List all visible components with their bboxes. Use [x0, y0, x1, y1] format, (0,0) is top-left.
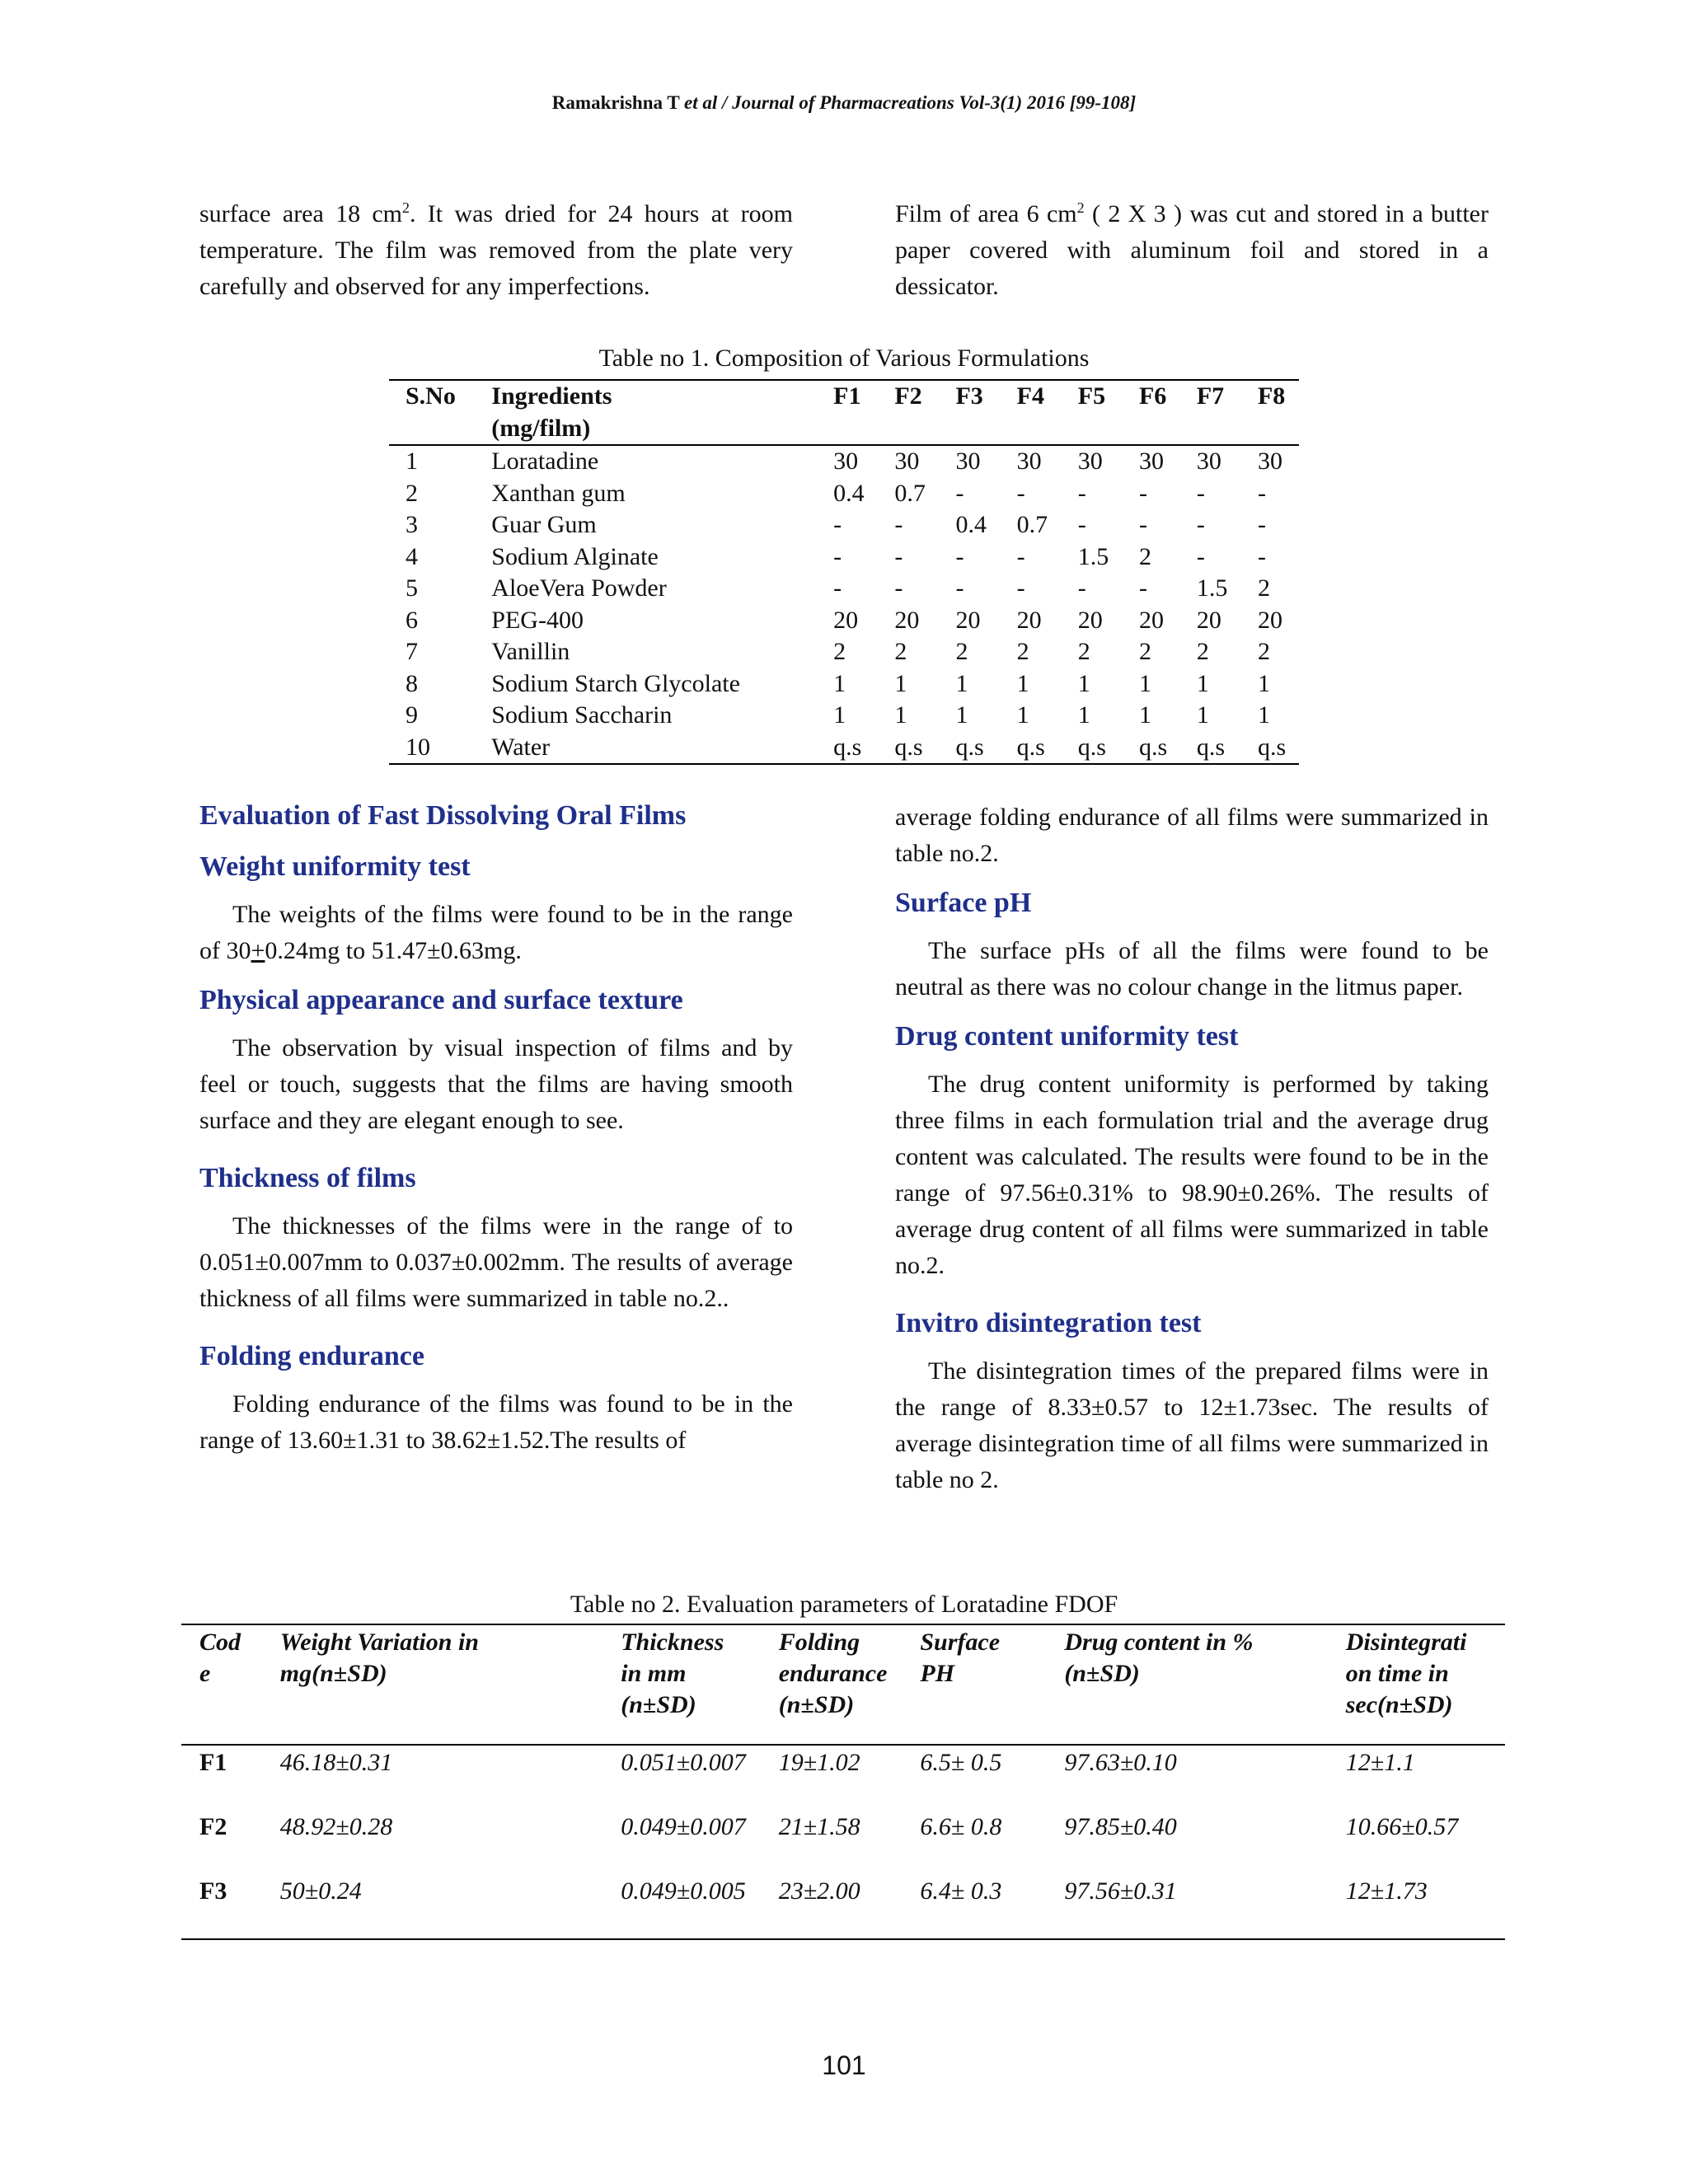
table-cell: 46.18±0.31 — [279, 1749, 393, 1776]
composition-table — [389, 379, 1299, 765]
evaluation-table-body — [181, 1745, 1505, 1939]
table-cell: 30 — [1077, 448, 1103, 475]
table-cell: q.s — [1077, 733, 1106, 761]
table-cell: 1 — [955, 669, 968, 697]
table-cell: q.s — [1257, 733, 1287, 761]
header-sno: S.No — [406, 382, 456, 410]
table-cell: 20 — [1077, 606, 1103, 634]
table-cell: - — [1077, 479, 1086, 507]
table-cell: 20 — [1196, 606, 1221, 634]
table-cell: q.s — [955, 733, 984, 761]
table-cell: - — [833, 511, 842, 538]
table-row — [389, 541, 1299, 574]
table-cell: q.s — [833, 733, 862, 761]
table-cell: - — [955, 479, 964, 507]
table-cell: 1 — [955, 701, 968, 729]
table-cell: Xanthan gum — [491, 479, 626, 507]
table-cell: 23±2.00 — [778, 1877, 860, 1905]
table-cell: 30 — [894, 448, 920, 475]
table-cell: 6.4± 0.3 — [920, 1877, 1002, 1905]
table-cell: 50±0.24 — [279, 1877, 362, 1905]
table-row — [389, 478, 1299, 510]
table-cell: 1 — [833, 669, 846, 697]
table-cell: 2 — [406, 479, 418, 507]
table-cell: 30 — [833, 448, 859, 475]
table-cell: Sodium Alginate — [491, 542, 659, 570]
table-cell: - — [1016, 479, 1025, 507]
table-row — [181, 1745, 1505, 1810]
table-cell: - — [1016, 574, 1025, 602]
table-cell: 0.4 — [833, 479, 865, 507]
table-row — [389, 573, 1299, 605]
table-cell: 8 — [406, 669, 418, 697]
table-cell: - — [1257, 479, 1266, 507]
disintegration-paragraph: The disintegration times of the prepared films were in the range of 8.33±0.57 to 12±1.73sec. The results of average disintegration time of all films were summarized in table no 2. — [895, 1357, 1489, 1493]
table-cell: 0.051±0.007 — [621, 1749, 746, 1776]
table-cell: - — [1196, 479, 1205, 507]
table-header-row: Cod e Weight Variation in mg(n±SD) Thickness in mm (n±SD) Folding endurance (n±SD) Surface PH Drug content in %(n±SD) Disintegrati on time in sec(n±SD) — [181, 1624, 1505, 1745]
table-cell: - — [1196, 511, 1205, 538]
table-cell: 1 — [1077, 669, 1090, 697]
evaluation-table — [181, 1624, 1505, 1940]
table-cell: 2 — [1138, 542, 1151, 570]
table-cell: F1 — [199, 1749, 227, 1776]
table-cell: 4 — [406, 542, 418, 570]
table-cell: 0.4 — [955, 511, 987, 538]
table-cell: - — [1257, 511, 1266, 538]
table-cell: - — [833, 542, 842, 570]
table-cell: 30 — [1257, 448, 1282, 475]
table-cell: 1 — [406, 448, 418, 475]
table-cell: 10 — [406, 733, 430, 761]
table-row — [389, 636, 1299, 668]
table-row — [389, 668, 1299, 701]
table-header-row: S.No Ingredients (mg/film) F1 F2 F3 F4 F5 F6 F7 F8 — [389, 380, 1299, 445]
table-cell: 20 — [955, 606, 981, 634]
table-cell: 30 — [1016, 448, 1042, 475]
table-cell: 19±1.02 — [778, 1749, 860, 1776]
section-heading-disintegration: Invitro disintegration test — [895, 1308, 1202, 1338]
left-column — [199, 798, 793, 1459]
drug-content-paragraph: The drug content uniformity is performed by taking three films in each formulation trial and the average drug content was calculated. The results were found to be in the range of 97.56±0.31% to 98.90±0.26%. The results of average drug content of all films were summarized in table no.2. — [895, 1071, 1489, 1279]
top-left-paragraph: surface area 18 $cm^2$. It was dried for 24 hours at room temperature. The film was removed from the plate very carefully and observed for any imperfections. — [199, 199, 793, 300]
table-cell: 1 — [1196, 701, 1209, 729]
folding-paragraph: Folding endurance of the films was found to be in the range of 13.60±1.31 to 38.62±1.52.The results of — [199, 1390, 793, 1454]
table-cell: - — [894, 574, 903, 602]
table-cell: - — [833, 574, 842, 602]
header-ingredients: Ingredients (mg/film) — [491, 382, 612, 442]
table-cell: - — [1077, 574, 1086, 602]
table-cell: 0.7 — [1016, 511, 1048, 538]
table-cell: - — [1138, 511, 1147, 538]
table-cell: 30 — [1138, 448, 1164, 475]
table-cell: 1 — [1257, 669, 1270, 697]
table-cell: q.s — [1196, 733, 1226, 761]
table-cell: q.s — [894, 733, 923, 761]
table-cell: Vanillin — [491, 638, 570, 665]
table-cell: 97.56±0.31 — [1064, 1877, 1177, 1905]
table-cell: 20 — [1257, 606, 1282, 634]
table-cell: 2 — [1196, 638, 1209, 665]
table-cell: 5 — [406, 574, 418, 602]
table-cell: 1 — [894, 669, 907, 697]
table-cell: 0.049±0.005 — [621, 1877, 746, 1905]
table-cell: Sodium Starch Glycolate — [491, 669, 740, 697]
table-cell: 1 — [1077, 701, 1090, 729]
table-cell: 2 — [1257, 574, 1270, 602]
section-heading-thickness: Thickness of films — [199, 1163, 416, 1193]
table-cell: 1 — [1138, 669, 1151, 697]
top-right-paragraph: Film of area 6 $cm^2$ ( 2 X 3 ) was cut and stored in a butter paper covered with aluminum foil and stored in a dessicator. — [895, 199, 1489, 300]
section-heading-evaluation: Evaluation of Fast Dissolving Oral Films — [199, 800, 687, 831]
table-cell: 20 — [833, 606, 859, 634]
table-cell: 1.5 — [1077, 542, 1109, 570]
table-cell: Sodium Saccharin — [491, 701, 673, 729]
table-cell: 7 — [406, 638, 418, 665]
thickness-paragraph: The thicknesses of the films were in the range of to 0.051±0.007mm to 0.037±0.002mm. The results of average thickness of all films were summarized in table no.2.. — [199, 1212, 793, 1312]
table-cell: - — [955, 542, 964, 570]
table-cell: Water — [491, 733, 551, 761]
table-cell: - — [1077, 511, 1086, 538]
table-row — [389, 605, 1299, 637]
table-cell: 20 — [1138, 606, 1164, 634]
section-heading-weight: Weight uniformity test — [199, 851, 471, 882]
table-cell: 97.63±0.10 — [1064, 1749, 1177, 1776]
table-cell: 12±1.73 — [1345, 1877, 1428, 1905]
table-cell: - — [894, 542, 903, 570]
table-cell: 21±1.58 — [778, 1813, 860, 1840]
table-cell: 1 — [1257, 701, 1270, 729]
running-header: Ramakrishna T et al / Journal of Pharmacreations Vol-3(1) 2016 [99-108] — [551, 92, 1137, 113]
table-cell: F3 — [199, 1877, 227, 1905]
weight-paragraph: The weights of the films were found to be in the range of 30+0.24mg to 51.47±0.63mg. — [199, 901, 793, 964]
surface-ph-paragraph: The surface pHs of all the films were found to be neutral as there was no colour change in the litmus paper. — [895, 937, 1489, 1001]
table-cell: 6.5± 0.5 — [920, 1749, 1002, 1776]
table-cell: 3 — [406, 511, 418, 538]
table-cell: 2 — [1016, 638, 1029, 665]
section-heading-drug-content: Drug content uniformity test — [895, 1021, 1239, 1052]
table1-caption: Table no 1. Composition of Various Formulations — [598, 344, 1090, 372]
table-cell: 1 — [894, 701, 907, 729]
table-row — [389, 445, 1299, 478]
table-cell: 30 — [955, 448, 981, 475]
table-cell: 1 — [1196, 669, 1209, 697]
table-cell: 97.85±0.40 — [1064, 1813, 1177, 1840]
page-number: 101 — [822, 2050, 866, 2080]
table-cell: - — [1138, 479, 1147, 507]
table-cell: - — [1196, 542, 1205, 570]
table-cell: 20 — [894, 606, 920, 634]
table-cell: 6 — [406, 606, 418, 634]
table-cell: 2 — [1257, 638, 1270, 665]
table-cell: F2 — [199, 1813, 227, 1840]
table-cell: AloeVera Powder — [491, 574, 667, 602]
table-row — [181, 1810, 1505, 1874]
physical-paragraph: The observation by visual inspection of films and by feel or touch, suggests that the films are having smooth surface and they are elegant enough to see. — [199, 1034, 793, 1134]
right-column — [895, 799, 1489, 1498]
table-cell: 2 — [833, 638, 846, 665]
table-cell: 2 — [894, 638, 907, 665]
table-row — [389, 732, 1299, 765]
table-cell: - — [1016, 542, 1025, 570]
table-cell: - — [1138, 574, 1147, 602]
folding-continued: average folding endurance of all films were summarized in table no.2. — [895, 804, 1489, 867]
table-cell: 1 — [1016, 669, 1029, 697]
table-cell: 2 — [1138, 638, 1151, 665]
section-heading-surface-ph: Surface pH — [895, 888, 1032, 918]
table-cell: 30 — [1196, 448, 1221, 475]
table-cell: Loratadine — [491, 448, 599, 475]
table-cell: 20 — [1016, 606, 1042, 634]
table-cell: 48.92±0.28 — [279, 1813, 393, 1840]
table-cell: Guar Gum — [491, 511, 597, 538]
table-cell: 12±1.1 — [1345, 1749, 1415, 1776]
table-cell: 2 — [955, 638, 968, 665]
table-cell: PEG-400 — [491, 606, 584, 634]
table-cell: 2 — [1077, 638, 1090, 665]
table-cell: - — [894, 511, 903, 538]
section-heading-physical: Physical appearance and surface texture — [199, 985, 683, 1015]
table-row — [389, 700, 1299, 732]
section-heading-folding: Folding endurance — [199, 1341, 424, 1371]
table-cell: 9 — [406, 701, 418, 729]
composition-table-body — [389, 445, 1299, 764]
table-cell: - — [955, 574, 964, 602]
table-cell: 6.6± 0.8 — [920, 1813, 1002, 1840]
table-cell: 10.66±0.57 — [1345, 1813, 1459, 1840]
table-cell: 1.5 — [1196, 574, 1228, 602]
table2-caption: Table no 2. Evaluation parameters of Loratadine FDOF — [570, 1591, 1118, 1618]
table-row — [181, 1874, 1505, 1939]
table-cell: 0.049±0.007 — [621, 1813, 746, 1840]
table-cell: q.s — [1016, 733, 1045, 761]
table-cell: 1 — [1138, 701, 1151, 729]
table-cell: 1 — [1016, 701, 1029, 729]
table-cell: 0.7 — [894, 479, 926, 507]
table-cell: 1 — [833, 701, 846, 729]
table-cell: q.s — [1138, 733, 1168, 761]
table-row — [389, 509, 1299, 541]
table-cell: - — [1257, 542, 1266, 570]
